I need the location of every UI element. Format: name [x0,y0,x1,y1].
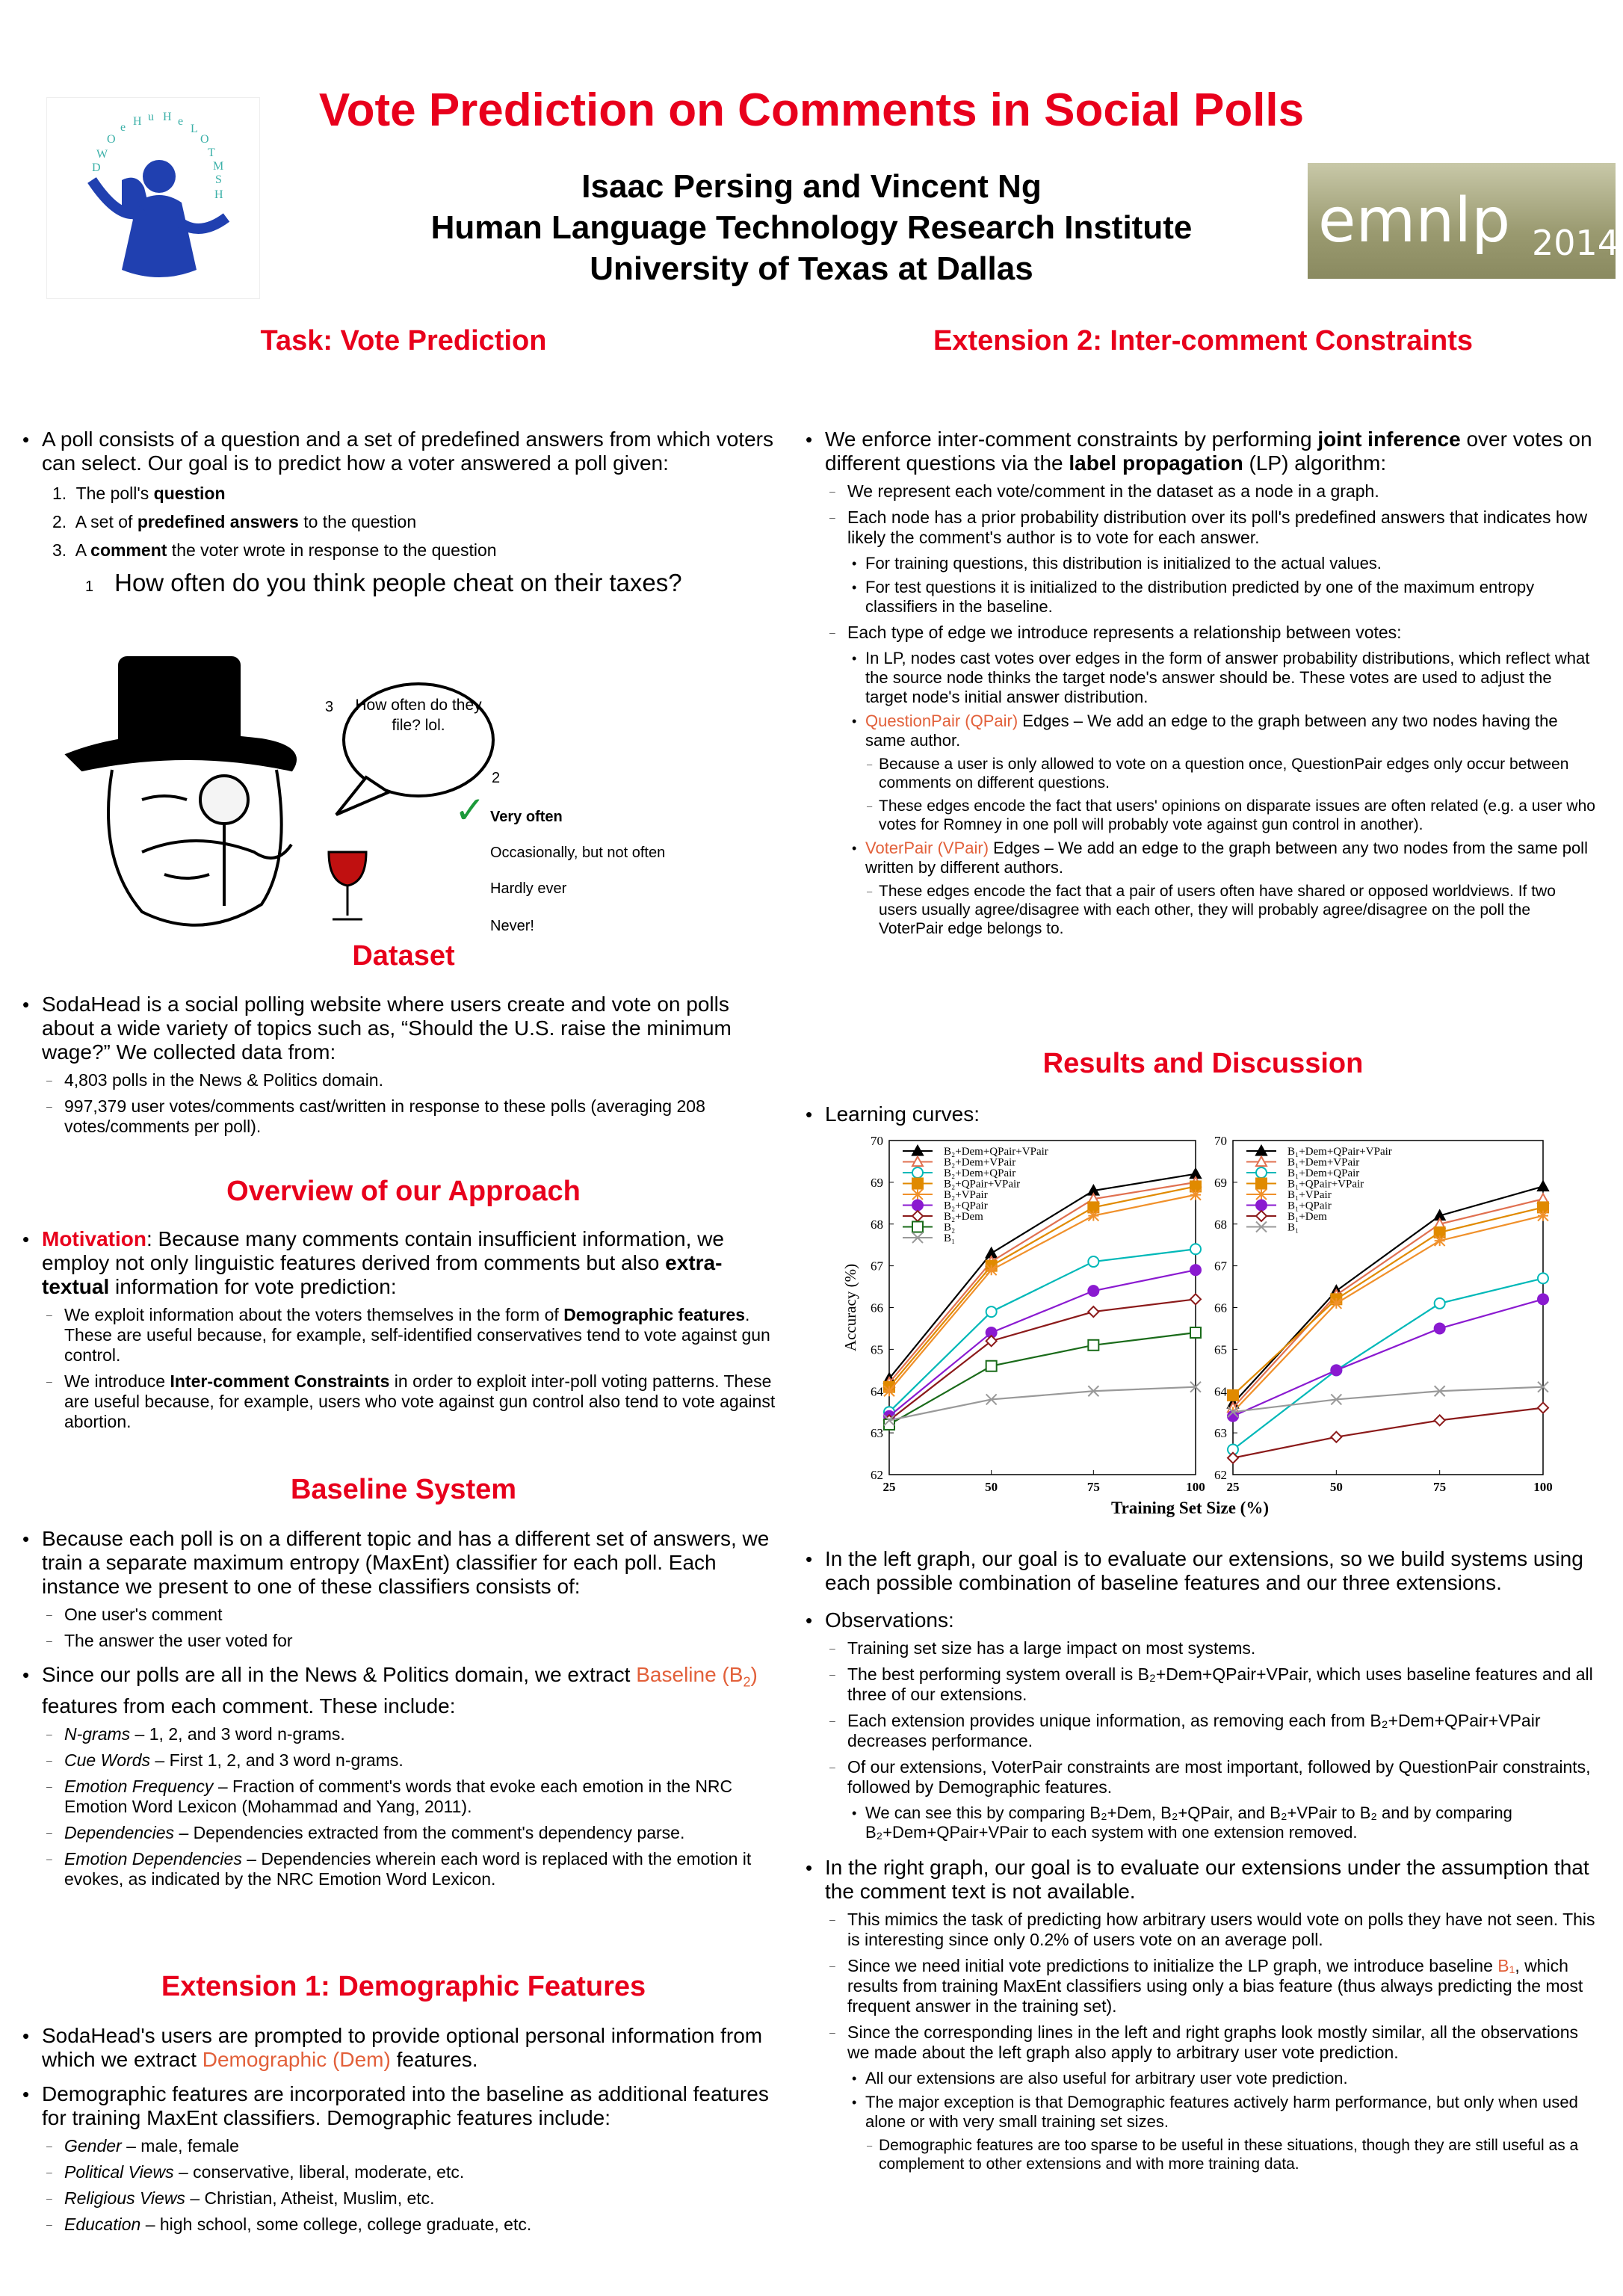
observation-item: – The best performing system overall is B₂+Dem+QPair+VPair, which uses baseline features and all three of our extensions. [804,1664,1598,1705]
y-tick-label: 70 [1214,1134,1227,1148]
task-section [21,420,776,599]
series-line [889,1182,1196,1383]
data-series [1228,1382,1548,1418]
shared-x-axis-label: Training Set Size (%) [1110,1499,1270,1517]
results-heading: Results and Discussion [1042,1048,1364,1079]
overview-item: – We exploit information about the voters themselves in the form of Demographic features. These are useful because, for example, self-identified conservatives tend to vote against gun control. [21,1305,776,1365]
svg-text:H: H [214,188,223,201]
answer-option: Hardly ever [490,880,567,897]
legend-label: B₁ [1287,1221,1299,1234]
svg-text:e: e [120,121,126,134]
ext1-bullet: • SodaHead's users are prompted to provide optional personal information from which we extract Demographic (Dem) features. [21,2024,776,2072]
right-graph-bullet: • In the right graph, our goal is to evaluate our extensions under the assumption that the comment text is not available. [804,1856,1598,1904]
answers-number: 2 [492,770,501,786]
data-point-marker [1088,1286,1098,1296]
dataset-section [21,985,776,1143]
series-line [889,1249,1196,1412]
data-series [1228,1211,1548,1418]
motivation-bullet: • Motivation: Because many comments contain insufficient information, we employ not only linguistic features derived from comments but also extra-textual information for vote prediction: [21,1227,776,1299]
y-tick-label: 66 [1214,1300,1227,1315]
y-tick-label: 66 [871,1300,883,1315]
data-series [884,1265,1201,1422]
svg-text:W: W [96,148,108,161]
task-item: 1. The poll's question [52,484,226,503]
observation-item: – Training set size has a large impact on most systems. [804,1638,1598,1658]
comment-bubble-text: How often do they file? lol. [355,697,482,734]
institute-name: Human Language Technology Research Institute [430,209,1193,246]
data-point-marker [986,1306,997,1317]
dataset-item: – 4,803 polls in the News & Politics domain. [21,1070,776,1090]
x-tick-label: 75 [1433,1480,1447,1494]
emnlp-logo [1308,163,1620,279]
poll-example-illustration [52,650,725,949]
dataset-intro: • SodaHead is a social polling website where users create and vote on polls about a wide variety of topics such as, “Should the U.S. raise the minimum wage?” We collected data from: [21,993,776,1064]
data-series [884,1244,1201,1417]
legend-label: B₁+QPair+VPair [1287,1178,1364,1191]
y-tick-label: 62 [1214,1468,1227,1482]
baseline-feature: – Cue Words – First 1, 2, and 3 word n-grams. [21,1750,776,1771]
ext2-heading: Extension 2: Inter-comment Constraints [933,325,1474,357]
vpair-item: • VoterPair (VPair) Edges – We add an edge to the graph between any two nodes from the same poll written by different authors. [804,839,1598,877]
y-tick-label: 67 [871,1259,883,1274]
qpair-subitem: – Because a user is only allowed to vote on a question once, QuestionPair edges only occur between comments on different questions. [804,755,1598,792]
y-tick-label: 65 [1214,1342,1227,1357]
overview-heading: Overview of our Approach [226,1176,581,1207]
right-graph-subitem: • The major exception is that Demographic features actively harm performance, but only when used alone or with very small training set sizes. [804,2093,1598,2132]
legend-label: B₁+Dem [1287,1211,1327,1223]
legend-label: B₁+Dem+VPair [1287,1156,1360,1169]
data-point-marker [1256,1167,1267,1178]
y-tick-label: 68 [1214,1217,1227,1232]
answer-option: Never! [490,918,534,934]
data-series [1228,1403,1548,1463]
overview-item: – We introduce Inter-comment Constraints in order to exploit inter-poll voting patterns. These are useful because, for example, users who vote against gun control also tend to vote against abortion. [21,1371,776,1432]
qpair-item: • QuestionPair (QPair) Edges – We add an edge to the graph between any two nodes having the same author. [804,712,1598,750]
x-tick-label: 75 [1086,1480,1100,1494]
demographic-feature: – Religious Views – Christian, Atheist, Muslim, etc. [21,2188,776,2209]
data-point-marker [1538,1273,1548,1283]
dataset-item: – 997,379 user votes/comments cast/written in response to these polls (averaging 208 votes/comments per poll). [21,1096,776,1137]
y-tick-label: 65 [871,1342,883,1357]
left-graph-bullet: • In the left graph, our goal is to evaluate our extensions, so we build systems using each possible combination of baseline features and our three extensions. [804,1547,1598,1595]
legend-label: B₁+Dem+QPair+VPair [1287,1146,1392,1158]
data-series [1228,1202,1548,1400]
task-heading: Task: Vote Prediction [260,325,547,357]
ext2-item: – We represent each vote/comment in the dataset as a node in a graph. [804,481,1598,502]
emnlp-logo-year: 2014 [1532,223,1620,263]
y-axis-label: Accuracy (%) [841,1263,859,1352]
baseline-features-bullet: • Since our polls are all in the News & Politics domain, we extract Baseline $(B_2)$ features from each comment. These include: [21,1663,776,1718]
data-point-marker [1435,1235,1445,1246]
svg-text:T: T [208,146,215,159]
answer-option: Occasionally, but not often [490,845,666,861]
data-point-marker [1256,1179,1267,1189]
ext2-item: – Each type of edge we introduce represents a relationship between votes: [804,623,1598,643]
data-point-marker [1088,1211,1098,1221]
data-series [1228,1178,1548,1407]
y-tick-label: 70 [871,1134,883,1148]
baseline-heading: Baseline System [290,1474,517,1505]
emnlp-logo-text: emnlp [1318,185,1511,256]
baseline-item: – One user's comment [21,1605,776,1625]
ext1-section [21,2016,776,2241]
ext1-heading: Extension 1: Demographic Features [161,1971,646,2002]
series-line [889,1195,1196,1392]
bubble-number: 3 [325,699,334,715]
demographic-feature: – Education – high school, some college, college graduate, etc. [21,2215,776,2235]
svg-text:H: H [163,111,172,123]
series-line [889,1299,1196,1420]
svg-text:u: u [148,111,154,123]
data-point-marker [986,1361,997,1371]
x-tick-label: 25 [882,1480,896,1494]
task-item: 3. A comment the voter wrote in response to the question [52,540,497,560]
series-line [889,1387,1196,1421]
legend-label: B₂+VPair [944,1189,988,1201]
data-series [884,1190,1201,1397]
ext2-subitem: • For test questions it is initialized to the distribution predicted by one of the maximum entropy classifiers in the baseline. [804,578,1598,617]
data-point-marker [1435,1298,1445,1309]
series-line [1233,1207,1543,1395]
x-tick-label: 50 [1329,1480,1343,1494]
data-point-marker [1538,1181,1548,1191]
legend-label: B₂+Dem [944,1211,983,1223]
data-point-marker [1435,1415,1445,1425]
baseline-section [21,1519,776,1895]
legend-label: B₂ [944,1221,956,1234]
right-graph-item: – This mimics the task of predicting how arbitrary users would vote on polls they have not seen. This is interesting since only 0.2% of users vote on an average poll. [804,1910,1598,1950]
ext2-subitem: • For training questions, this distribution is initialized to the actual values. [804,554,1598,573]
data-series [1228,1273,1548,1454]
baseline-item: – The answer the user voted for [21,1631,776,1651]
legend-label: B₁ [944,1232,956,1244]
legend-label: B₁+QPair [1287,1200,1332,1212]
poster-title: Vote Prediction on Comments in Social Polls [318,84,1305,136]
data-point-marker [912,1167,923,1178]
learning-curves-label-row [804,1095,1598,1131]
data-series [884,1327,1201,1430]
x-tick-label: 100 [1186,1480,1205,1494]
y-tick-label: 62 [871,1468,883,1482]
right-graph-item: – Since the corresponding lines in the left and right graphs look mostly similar, all the observations we made about the left graph also apply to arbitrary user vote prediction. [804,2022,1598,2063]
data-point-marker [912,1179,923,1189]
data-point-marker [912,1189,923,1200]
x-tick-label: 50 [985,1480,998,1494]
svg-text:D: D [92,161,101,174]
data-point-marker [1331,1365,1341,1375]
baseline-feature: – Emotion Dependencies – Dependencies wherein each word is replaced with the emotion it evokes, as indicated by the NRC Emotion Word Lexicon. [21,1849,776,1889]
data-point-marker [1256,1200,1267,1211]
data-point-marker [912,1222,923,1232]
legend-label: B₂+Dem+VPair [944,1156,1016,1169]
data-point-marker [1331,1432,1341,1442]
plot-frame [889,1141,1196,1475]
data-series [884,1169,1201,1383]
task-intro: • A poll consists of a question and a set of predefined answers from which voters can select. Our goal is to predict how a voter answered a poll given: [21,428,776,475]
checkmark-icon: ✓ [454,789,486,831]
ext2-item: – Each node has a prior probability distribution over its poll's predefined answers that indicates how likely the comment's author is to vote for each answer. [804,507,1598,548]
ext2-intro: • We enforce inter-comment constraints by performing joint inference over votes on different questions via the label propagation (LP) algorithm: [804,428,1598,475]
data-point-marker [884,1386,894,1396]
data-point-marker [1088,1340,1098,1351]
vpair-subitem: – These edges encode the fact that a pair of users often have shared or opposed worldviews. If two users usually agree/disagree with each other, they will probably agree/disagree on the poll the VoterPair edge belongs to. [804,882,1598,938]
y-tick-label: 64 [871,1384,883,1399]
y-tick-label: 69 [1214,1175,1227,1190]
data-point-marker [1538,1211,1548,1221]
example-number: 1 [85,578,94,595]
y-tick-label: 63 [1214,1426,1227,1441]
learning-curve-chart-right [1192,1127,1558,1519]
data-point-marker [1331,1298,1341,1309]
y-tick-label: 69 [871,1175,883,1190]
data-point-marker [986,1265,997,1275]
data-point-marker [1256,1211,1267,1221]
plot-frame [1233,1141,1543,1475]
series-line [889,1270,1196,1416]
data-point-marker [1088,1306,1098,1317]
svg-text:O: O [107,133,116,146]
task-item: 2. A set of predefined answers to the question [52,512,417,531]
x-tick-label: 100 [1533,1480,1553,1494]
right-graph-subsubitem: – Demographic features are too sparse to be useful in these situations, though they are still useful as a complement to other extensions and with more training data. [804,2136,1598,2173]
data-point-marker [912,1200,923,1211]
svg-text:M: M [213,160,224,173]
observation-subitem: • We can see this by comparing B₂+Dem, B₂+QPair, and B₂+VPair to B₂ and by comparing B₂+Dem+QPair+VPair to each system with one extension removed. [804,1803,1598,1842]
observation-item: – Each extension provides unique information, as removing each from B₂+Dem+QPair+VPair decreases performance. [804,1711,1598,1751]
data-series [884,1294,1201,1425]
ext1-bullet: • Demographic features are incorporated into the baseline as additional features for training MaxEnt classifiers. Demographic features include: [21,2082,776,2130]
svg-text:O: O [200,133,209,146]
svg-text:e: e [178,115,184,128]
legend-label: B₁+VPair [1287,1189,1332,1201]
series-line [1233,1387,1543,1413]
svg-text:H: H [133,115,142,128]
data-point-marker [1435,1323,1445,1333]
y-tick-label: 63 [871,1426,883,1441]
data-point-marker [912,1211,923,1221]
legend-label: B₂+Dem+QPair [944,1167,1016,1179]
right-graph-item: – Since we need initial vote predictions to initialize the LP graph, we introduce baseline B₁, which results from training MaxEnt classifiers using only a bias feature (thus always predicting the most frequent answer in the training set). [804,1956,1598,2016]
answer-option: Very often [490,809,563,825]
university-name: University of Texas at Dallas [590,250,1033,287]
chart-legend [903,1146,1048,1244]
author-names: Isaac Persing and Vincent Ng [581,168,1042,205]
svg-text:L: L [191,123,198,135]
learning-curves-label: • Learning curves: [804,1102,1598,1126]
learning-curve-chart-left [822,1127,1211,1519]
legend-label: B₂+Dem+QPair+VPair [944,1146,1048,1158]
series-line [1233,1216,1543,1413]
right-graph-subitem: • All our extensions are also useful for arbitrary user vote prediction. [804,2069,1598,2088]
y-tick-label: 64 [1214,1384,1227,1399]
example-question-row [85,571,776,599]
demographic-feature: – Political Views – conservative, liberal, moderate, etc. [21,2162,776,2182]
baseline-feature: – Dependencies – Dependencies extracted from the comment's dependency parse. [21,1823,776,1843]
data-point-marker [1538,1403,1548,1413]
dataset-heading: Dataset [352,940,455,972]
legend-label: B₂+QPair+VPair [944,1178,1021,1191]
ext2-section [804,420,1598,942]
qpair-subitem: – These edges encode the fact that users' opinions on disparate issues are often related (e.g. a user who votes for Romney in one poll will probably vote against gun control in another). [804,797,1598,834]
data-point-marker [1256,1189,1267,1200]
y-tick-label: 68 [871,1217,883,1232]
svg-text:S: S [215,173,222,186]
demographic-feature: – Gender – male, female [21,2136,776,2156]
legend-label: B₂+QPair [944,1200,988,1212]
baseline-feature: – N-grams – 1, 2, and 3 word n-grams. [21,1724,776,1744]
data-point-marker [1088,1256,1098,1267]
series-line [1233,1408,1543,1458]
baseline-intro: • Because each poll is on a different topic and has a different set of answers, we train a separate maximum entropy (MaxEnt) classifier for each poll. Each instance we present to one of these classifiers consists of: [21,1527,776,1599]
y-tick-label: 67 [1214,1259,1227,1274]
data-point-marker [1538,1294,1548,1304]
observations-bullet: • Observations: [804,1608,1598,1632]
ext2-subitem: • In LP, nodes cast votes over edges in the form of answer probability distributions, which reflect what the source node thinks the target node's answer should be. These votes are used to adjust the target node's initial answer distribution. [804,649,1598,707]
baseline-feature: – Emotion Frequency – Fraction of comment's words that evoke each emotion in the NRC Emotion Word Lexicon (Mohammad and Yang, 2011). [21,1777,776,1817]
series-line [1233,1199,1543,1407]
x-tick-label: 25 [1226,1480,1240,1494]
chart-legend [1246,1146,1392,1234]
example-question: How often do you think people cheat on their taxes? [114,569,682,596]
overview-section [21,1220,776,1438]
observation-item: – Of our extensions, VoterPair constraints are most important, followed by QuestionPair constraints, followed by Demographic features. [804,1757,1598,1797]
legend-label: B₁+Dem+QPair [1287,1167,1360,1179]
data-point-marker [1228,1390,1238,1401]
results-section [804,1540,1598,2178]
